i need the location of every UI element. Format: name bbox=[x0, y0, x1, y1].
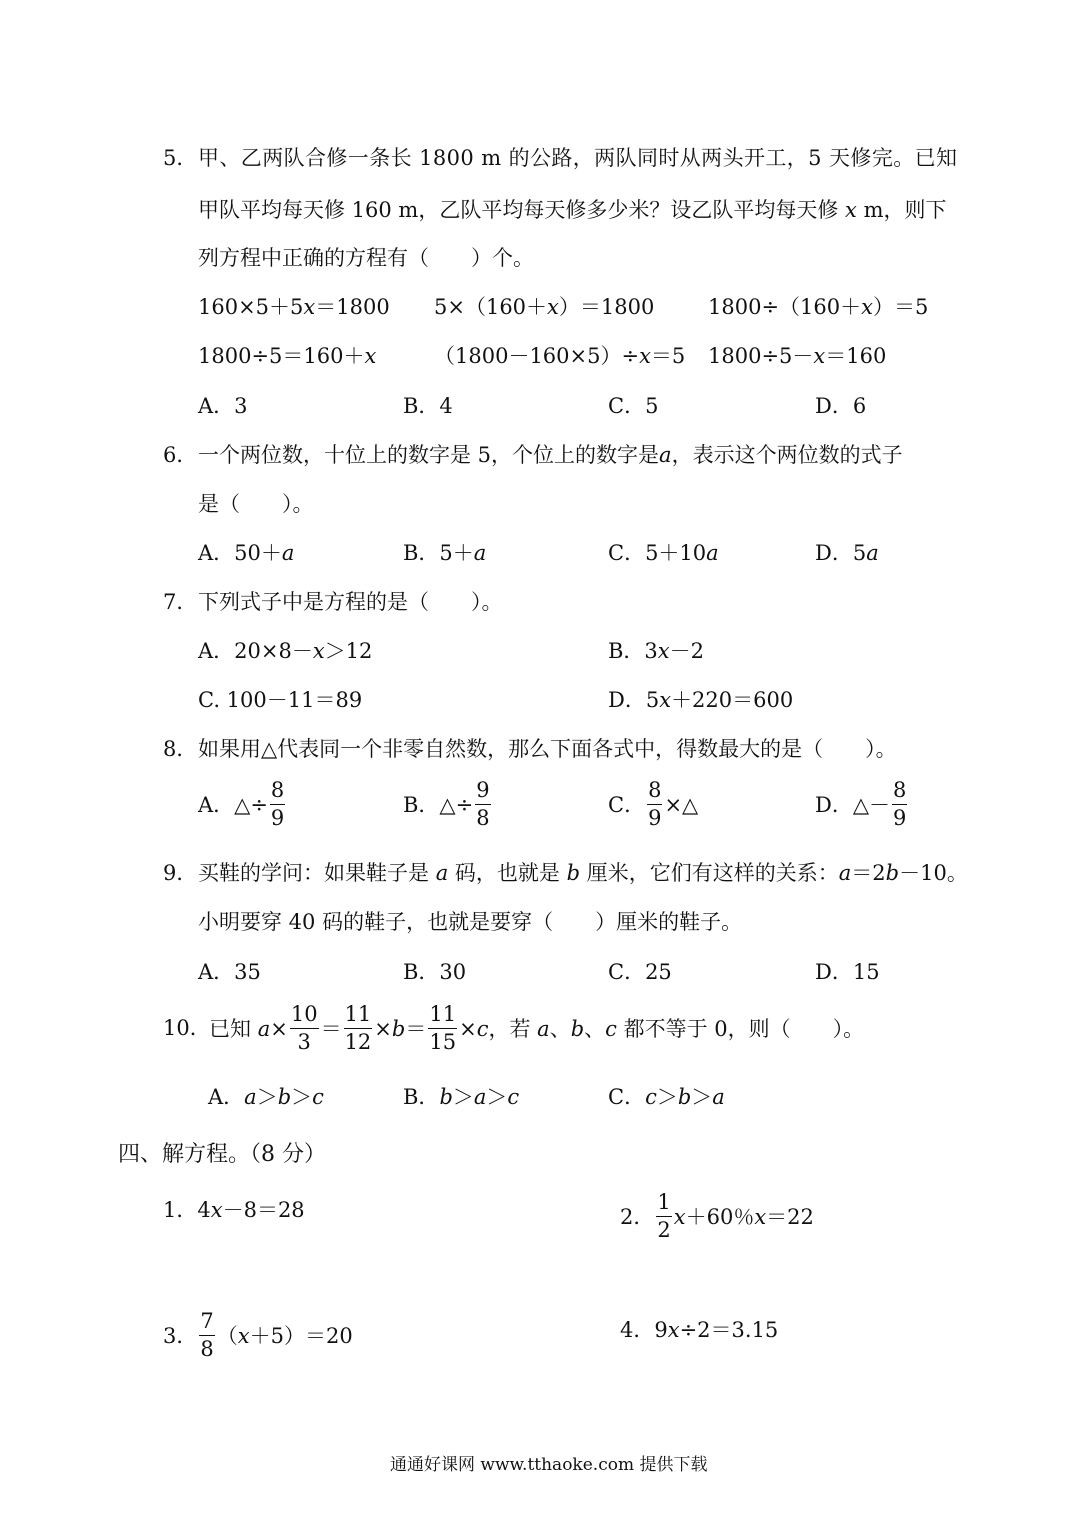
var-x: x bbox=[364, 344, 377, 368]
q7-option-c[interactable]: C. 100－11＝89 bbox=[198, 688, 363, 712]
q8-option-b[interactable] bbox=[403, 778, 493, 831]
eq4 bbox=[620, 1320, 778, 1341]
q10-stem-c: 都不等于 0，则（ ）。 bbox=[623, 1017, 865, 1041]
eq4-b: ÷2＝3.15 bbox=[679, 1318, 779, 1342]
var-x: x bbox=[657, 639, 670, 663]
denominator: 15 bbox=[429, 1030, 457, 1054]
times-sign: × bbox=[270, 1017, 288, 1041]
q5-option-d[interactable]: D．6 bbox=[815, 394, 867, 418]
fraction bbox=[344, 1004, 373, 1053]
fraction bbox=[428, 1004, 457, 1053]
var-b: b bbox=[570, 1017, 585, 1041]
q9-line1-c: 厘米，它们有这样的关系： bbox=[586, 861, 839, 885]
var-a: a bbox=[712, 1085, 725, 1109]
q9-number: 9． bbox=[163, 861, 198, 885]
q6-line1-a: 一个两位数，十位上的数字是 5，个位上的数字是 bbox=[198, 443, 660, 467]
var-x: x bbox=[754, 1205, 767, 1229]
q8-option-c-label: C． bbox=[608, 793, 646, 817]
q5-var-x: x bbox=[845, 198, 857, 222]
q5-eq5-b: ＝5 bbox=[650, 344, 686, 368]
var-b: b bbox=[566, 861, 581, 885]
denominator: 8 bbox=[200, 1337, 214, 1361]
separator: 、 bbox=[549, 1017, 571, 1041]
equals-sign: ＝ bbox=[320, 1017, 342, 1041]
q5-eq1-b: ＝1800 bbox=[315, 295, 390, 319]
denominator: 8 bbox=[476, 806, 490, 830]
q5-eq3-b: ）＝5 bbox=[872, 295, 929, 319]
fraction bbox=[892, 780, 907, 829]
q6-line2: 是（ ）。 bbox=[198, 492, 314, 516]
q10-stem-a: 已知 bbox=[209, 1017, 251, 1041]
eq1-b: －8＝28 bbox=[222, 1198, 305, 1222]
var-c: c bbox=[476, 1017, 489, 1041]
var-x: x bbox=[667, 1318, 680, 1342]
q5-eq1-a: 160×5＋5 bbox=[198, 295, 304, 319]
q5-line2-a: 甲队平均每天修 160 m，乙队平均每天修多少米？设乙队平均每天修 bbox=[198, 198, 839, 222]
q5-eq5-a: （1800－160×5）÷ bbox=[434, 344, 640, 368]
fraction bbox=[270, 780, 285, 829]
q8-option-c[interactable] bbox=[608, 778, 699, 831]
q6-option-d-label: D．5 bbox=[815, 541, 867, 565]
eq3-b: （ bbox=[216, 1324, 238, 1348]
q7-stem: 下列式子中是方程的是（ ）。 bbox=[198, 590, 503, 614]
q6-option-c-label: C．5＋10 bbox=[608, 541, 707, 565]
q5-eq3-a: 1800÷（160＋ bbox=[708, 295, 862, 319]
var-b: b bbox=[885, 861, 900, 885]
q5-eq3 bbox=[708, 297, 928, 318]
q5-option-a[interactable]: A．3 bbox=[198, 394, 248, 418]
times-sign: × bbox=[459, 1017, 477, 1041]
q6-option-b[interactable] bbox=[403, 543, 486, 564]
q7-option-b[interactable] bbox=[608, 641, 704, 662]
q7-option-d-part2: ＋220＝600 bbox=[671, 688, 794, 712]
q9-line1-d: ＝2 bbox=[851, 861, 886, 885]
var-c: c bbox=[645, 1085, 657, 1109]
eq2 bbox=[620, 1190, 814, 1243]
q5-line1: 甲、乙两队合修一条长 1800 m 的公路，两队同时从两头开工，5 天修完。已知 bbox=[198, 146, 958, 170]
q8-option-d-label: D．△－ bbox=[815, 793, 890, 817]
q10-option-a-label: A． bbox=[208, 1085, 245, 1109]
var-a: a bbox=[706, 541, 719, 565]
eq2-b: ＋60％ bbox=[685, 1205, 755, 1229]
numerator: 8 bbox=[270, 780, 285, 805]
numerator: 11 bbox=[344, 1004, 373, 1029]
q5-eq6-a: 1800÷5－ bbox=[708, 344, 814, 368]
q7-option-d[interactable] bbox=[608, 690, 793, 711]
denominator: 3 bbox=[297, 1030, 311, 1054]
var-a: a bbox=[473, 1085, 487, 1109]
q10-option-b[interactable] bbox=[403, 1087, 519, 1108]
q6-option-a[interactable] bbox=[198, 543, 294, 564]
fraction bbox=[475, 780, 490, 829]
q9-option-b[interactable]: B．30 bbox=[403, 960, 467, 984]
denominator: 9 bbox=[648, 806, 662, 830]
q7-option-a-part2: ＞12 bbox=[324, 639, 373, 663]
q7-option-a-part1: A．20×8－ bbox=[198, 639, 313, 663]
section-4-title: 四、解方程。（8 分） bbox=[118, 1142, 326, 1167]
equals-sign: ＝ bbox=[405, 1017, 427, 1041]
q8-option-a[interactable] bbox=[198, 778, 287, 831]
q5-line2-b: m，则下 bbox=[863, 198, 947, 222]
numerator: 8 bbox=[647, 780, 662, 805]
q6-option-b-label: B．5＋ bbox=[403, 541, 474, 565]
q7-option-d-part1: D．5 bbox=[608, 688, 660, 712]
q8-number: 8． bbox=[163, 737, 198, 761]
q5-option-c[interactable]: C．5 bbox=[608, 394, 659, 418]
q10-option-a[interactable] bbox=[208, 1087, 324, 1108]
var-x: x bbox=[210, 1198, 223, 1222]
numerator: 1 bbox=[656, 1192, 671, 1217]
q5-eq6 bbox=[708, 346, 886, 367]
q5-eq1 bbox=[198, 297, 390, 318]
q5-line2 bbox=[198, 200, 946, 221]
q5-eq4-a: 1800÷5＝160＋ bbox=[198, 344, 365, 368]
var-a: a bbox=[435, 861, 449, 885]
denominator: 12 bbox=[344, 1030, 372, 1054]
fraction bbox=[199, 1311, 214, 1360]
q7-option-b-part1: B．3 bbox=[608, 639, 658, 663]
var-x: x bbox=[547, 295, 559, 319]
separator: 、 bbox=[584, 1017, 606, 1041]
q9-line1-a: 买鞋的学问：如果鞋子是 bbox=[198, 861, 429, 885]
q5-eq2 bbox=[434, 297, 654, 318]
q5-eq2-a: 5×（160＋ bbox=[434, 295, 548, 319]
var-x: x bbox=[659, 688, 672, 712]
q5-number: 5． bbox=[163, 146, 198, 170]
q6-option-a-label: A．50＋ bbox=[198, 541, 282, 565]
eq3 bbox=[163, 1309, 353, 1362]
q7-option-b-part2: －2 bbox=[669, 639, 705, 663]
q8-option-b-label: B．△÷ bbox=[403, 793, 474, 817]
q9-line2: 小明要穿 40 码的鞋子，也就是要穿（ ）厘米的鞋子。 bbox=[198, 910, 743, 934]
var-x: x bbox=[813, 344, 826, 368]
q9-option-c[interactable]: C．25 bbox=[608, 960, 672, 984]
gt-sign: ＞ bbox=[256, 1085, 278, 1109]
var-c: c bbox=[507, 1085, 520, 1109]
q6-number: 6． bbox=[163, 443, 198, 467]
eq2-c: ＝22 bbox=[766, 1205, 814, 1229]
eq3-a: 3． bbox=[163, 1324, 198, 1348]
var-x: x bbox=[673, 1205, 686, 1229]
eq3-c: ＋5）＝20 bbox=[249, 1324, 353, 1348]
q9-option-a[interactable]: A．35 bbox=[198, 960, 261, 984]
q6-option-c[interactable] bbox=[608, 543, 719, 564]
var-a: a bbox=[659, 443, 672, 467]
var-a: a bbox=[473, 541, 487, 565]
numerator: 11 bbox=[428, 1004, 457, 1029]
q8-option-c-tail: ×△ bbox=[664, 793, 699, 817]
eq1-a: 1．4 bbox=[163, 1198, 211, 1222]
var-a: a bbox=[838, 861, 852, 885]
q7-option-a[interactable] bbox=[198, 641, 372, 662]
q8-option-a-label: A．△÷ bbox=[198, 793, 268, 817]
var-a: a bbox=[257, 1017, 271, 1041]
q6-line1-b: ，表示这个两位数的式子 bbox=[671, 443, 903, 467]
q8-option-d[interactable] bbox=[815, 778, 909, 831]
gt-sign: ＞ bbox=[656, 1085, 678, 1109]
var-a: a bbox=[866, 541, 879, 565]
q6-line1 bbox=[198, 445, 903, 466]
gt-sign: ＞ bbox=[452, 1085, 474, 1109]
var-x: x bbox=[639, 344, 651, 368]
var-a: a bbox=[244, 1085, 257, 1109]
numerator: 8 bbox=[892, 780, 907, 805]
denominator: 9 bbox=[893, 806, 907, 830]
q9-line1-e: －10。 bbox=[899, 861, 968, 885]
denominator: 2 bbox=[657, 1218, 671, 1242]
q9-line1 bbox=[198, 863, 968, 884]
q10-option-c-label: C． bbox=[608, 1085, 646, 1109]
q10-option-b-label: B． bbox=[403, 1085, 440, 1109]
numerator: 9 bbox=[475, 780, 490, 805]
var-b: b bbox=[391, 1017, 406, 1041]
gt-sign: ＞ bbox=[291, 1085, 313, 1109]
times-sign: × bbox=[374, 1017, 392, 1041]
var-a: a bbox=[281, 541, 295, 565]
var-b: b bbox=[677, 1085, 692, 1109]
var-x: x bbox=[237, 1324, 250, 1348]
eq1 bbox=[163, 1200, 305, 1221]
var-c: c bbox=[605, 1017, 617, 1041]
q8-stem: 如果用△代表同一个非零自然数，那么下面各式中，得数最大的是（ ）。 bbox=[198, 737, 897, 761]
q5-line3: 列方程中正确的方程有（ ）个。 bbox=[198, 246, 534, 270]
q10-stem-b: ，若 bbox=[488, 1017, 531, 1041]
var-b: b bbox=[277, 1085, 292, 1109]
fraction bbox=[656, 1192, 671, 1241]
q5-option-b[interactable]: B．4 bbox=[403, 394, 453, 418]
var-b: b bbox=[439, 1085, 453, 1109]
q5-eq5 bbox=[434, 346, 685, 367]
numerator: 10 bbox=[290, 1004, 319, 1029]
eq2-a: 2． bbox=[620, 1205, 655, 1229]
denominator: 9 bbox=[270, 806, 285, 830]
var-x: x bbox=[303, 295, 316, 319]
q5-eq2-b: ）＝1800 bbox=[558, 295, 655, 319]
q7-number: 7． bbox=[163, 590, 198, 614]
eq4-a: 4．9 bbox=[620, 1318, 668, 1342]
q5-eq4 bbox=[198, 346, 376, 367]
q5-eq6-b: ＝160 bbox=[825, 344, 887, 368]
fraction bbox=[290, 1004, 319, 1053]
fraction bbox=[647, 780, 662, 829]
q9-line1-b: 码，也就是 bbox=[454, 861, 560, 885]
gt-sign: ＞ bbox=[691, 1085, 713, 1109]
q9-option-d[interactable]: D．15 bbox=[815, 960, 880, 984]
q10-option-c[interactable] bbox=[608, 1087, 725, 1108]
q10-number: 10． bbox=[163, 1016, 211, 1040]
page-footer: 通通好课网 www.tthaoke.com 提供下载 bbox=[390, 1455, 708, 1475]
var-c: c bbox=[312, 1085, 324, 1109]
var-x: x bbox=[312, 639, 325, 663]
var-a: a bbox=[537, 1017, 550, 1041]
q6-option-d[interactable] bbox=[815, 543, 879, 564]
q10-stem bbox=[209, 1002, 865, 1055]
var-x: x bbox=[861, 295, 873, 319]
gt-sign: ＞ bbox=[486, 1085, 508, 1109]
numerator: 7 bbox=[199, 1311, 214, 1336]
